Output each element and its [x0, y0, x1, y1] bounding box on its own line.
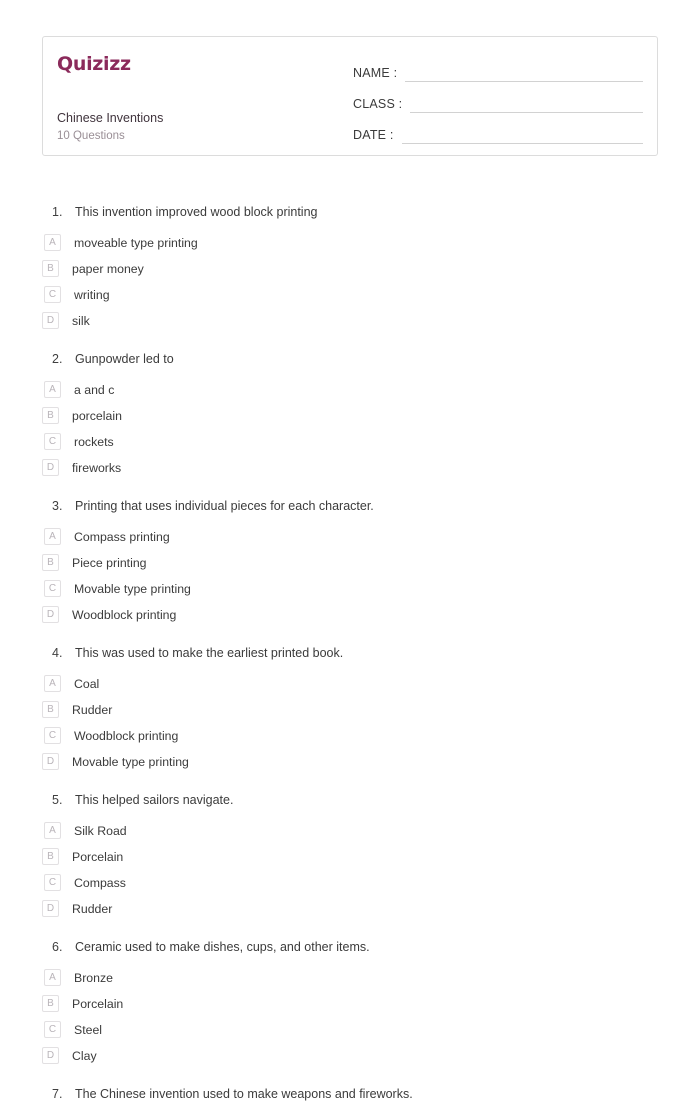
question-text: Ceramic used to make dishes, cups, and other items. — [75, 940, 370, 954]
option-letter-icon: B — [42, 407, 59, 424]
question-block — [42, 646, 658, 779]
option-c[interactable] — [44, 874, 352, 891]
options-grid — [42, 822, 658, 926]
question-heading — [42, 499, 658, 514]
option-d[interactable] — [42, 606, 350, 623]
worksheet-header — [42, 36, 658, 156]
options-grid — [42, 381, 658, 485]
question-block — [42, 499, 658, 632]
option-letter-icon: D — [42, 753, 59, 770]
question-heading — [42, 646, 658, 661]
option-label: moveable type printing — [74, 235, 198, 250]
class-field-label: CLASS : — [353, 97, 403, 111]
option-d[interactable] — [42, 1047, 350, 1064]
options-grid — [42, 528, 658, 632]
question-number: 2. — [52, 352, 63, 366]
option-label: Steel — [74, 1022, 103, 1037]
question-heading — [42, 940, 658, 955]
option-label: Rudder — [72, 901, 113, 916]
option-label: a and c — [74, 382, 115, 397]
option-letter-icon: C — [44, 727, 61, 744]
options-grid — [42, 969, 658, 1073]
option-letter-icon: A — [44, 381, 61, 398]
name-field-row — [353, 51, 643, 82]
option-label: Movable type printing — [74, 581, 191, 596]
option-letter-icon: A — [44, 969, 61, 986]
header-left — [43, 37, 353, 155]
option-letter-icon: C — [44, 433, 61, 450]
option-letter-icon: C — [44, 286, 61, 303]
option-letter-icon: C — [44, 1021, 61, 1038]
question-block — [42, 1087, 658, 1102]
option-a[interactable] — [44, 675, 352, 692]
option-label: Movable type printing — [72, 754, 189, 769]
option-letter-icon: A — [44, 234, 61, 251]
question-text: This helped sailors navigate. — [75, 793, 234, 807]
question-text: This was used to make the earliest printed book. — [75, 646, 344, 660]
option-c[interactable] — [44, 580, 352, 597]
question-number: 3. — [52, 499, 63, 513]
option-b[interactable] — [42, 701, 350, 718]
option-b[interactable] — [42, 260, 350, 277]
option-letter-icon: B — [42, 260, 59, 277]
options-grid — [42, 675, 658, 779]
question-text: This invention improved wood block printing — [75, 205, 318, 219]
option-label: Silk Road — [74, 823, 127, 838]
student-info-fields — [353, 37, 657, 155]
option-b[interactable] — [42, 995, 350, 1012]
option-a[interactable] — [44, 234, 352, 251]
option-letter-icon: D — [42, 459, 59, 476]
option-b[interactable] — [42, 848, 350, 865]
question-count: 10 Questions — [57, 130, 125, 142]
option-letter-icon: A — [44, 528, 61, 545]
question-block — [42, 205, 658, 338]
option-b[interactable] — [42, 407, 350, 424]
option-letter-icon: B — [42, 995, 59, 1012]
option-label: paper money — [72, 261, 144, 276]
question-number: 6. — [52, 940, 63, 954]
options-grid — [42, 234, 658, 338]
name-field-label: NAME : — [353, 66, 398, 80]
question-number: 1. — [52, 205, 63, 219]
option-d[interactable] — [42, 753, 350, 770]
question-text: The Chinese invention used to make weapons and fireworks. — [75, 1087, 413, 1101]
option-label: Compass — [74, 875, 126, 890]
name-field-input[interactable] — [405, 66, 643, 82]
option-c[interactable] — [44, 286, 352, 303]
date-field-row — [353, 113, 643, 144]
option-letter-icon: C — [44, 874, 61, 891]
option-letter-icon: B — [42, 701, 59, 718]
option-letter-icon: D — [42, 312, 59, 329]
option-label: rockets — [74, 434, 114, 449]
option-label: Woodblock printing — [74, 728, 179, 743]
question-heading — [42, 205, 658, 220]
option-letter-icon: A — [44, 822, 61, 839]
option-label: Coal — [74, 676, 100, 691]
option-letter-icon: C — [44, 580, 61, 597]
option-label: porcelain — [72, 408, 122, 423]
option-a[interactable] — [44, 822, 352, 839]
option-c[interactable] — [44, 433, 352, 450]
class-field-row — [353, 82, 643, 113]
option-label: silk — [72, 313, 90, 328]
question-number: 5. — [52, 793, 63, 807]
option-d[interactable] — [42, 900, 350, 917]
option-a[interactable] — [44, 381, 352, 398]
class-field-input[interactable] — [410, 97, 643, 113]
option-letter-icon: B — [42, 554, 59, 571]
option-b[interactable] — [42, 554, 350, 571]
question-block — [42, 352, 658, 485]
page-title: Chinese Inventions — [57, 111, 164, 125]
option-letter-icon: B — [42, 848, 59, 865]
option-c[interactable] — [44, 727, 352, 744]
option-c[interactable] — [44, 1021, 352, 1038]
question-heading — [42, 352, 658, 367]
option-label: Rudder — [72, 702, 113, 717]
option-letter-icon: D — [42, 606, 59, 623]
option-label: Porcelain — [72, 849, 124, 864]
question-block — [42, 793, 658, 926]
question-number: 4. — [52, 646, 63, 660]
date-field-label: DATE : — [353, 128, 394, 142]
option-label: Woodblock printing — [72, 607, 177, 622]
option-a[interactable] — [44, 969, 352, 986]
option-label: Porcelain — [72, 996, 124, 1011]
option-label: Piece printing — [72, 555, 147, 570]
quizizz-logo: Quizizz — [57, 53, 131, 75]
questions-list — [42, 205, 658, 1116]
option-label: fireworks — [72, 460, 122, 475]
option-letter-icon: D — [42, 1047, 59, 1064]
option-a[interactable] — [44, 528, 352, 545]
question-text: Gunpowder led to — [75, 352, 174, 366]
option-d[interactable] — [42, 459, 350, 476]
question-heading — [42, 1087, 658, 1102]
question-number: 7. — [52, 1087, 63, 1101]
question-heading — [42, 793, 658, 808]
date-field-input[interactable] — [402, 128, 643, 144]
question-text: Printing that uses individual pieces for each character. — [75, 499, 374, 513]
option-label: Compass printing — [74, 529, 170, 544]
question-block — [42, 940, 658, 1073]
option-letter-icon: A — [44, 675, 61, 692]
option-letter-icon: D — [42, 900, 59, 917]
option-label: Clay — [72, 1048, 97, 1063]
option-label: Bronze — [74, 970, 113, 985]
option-d[interactable] — [42, 312, 350, 329]
option-label: writing — [74, 287, 110, 302]
